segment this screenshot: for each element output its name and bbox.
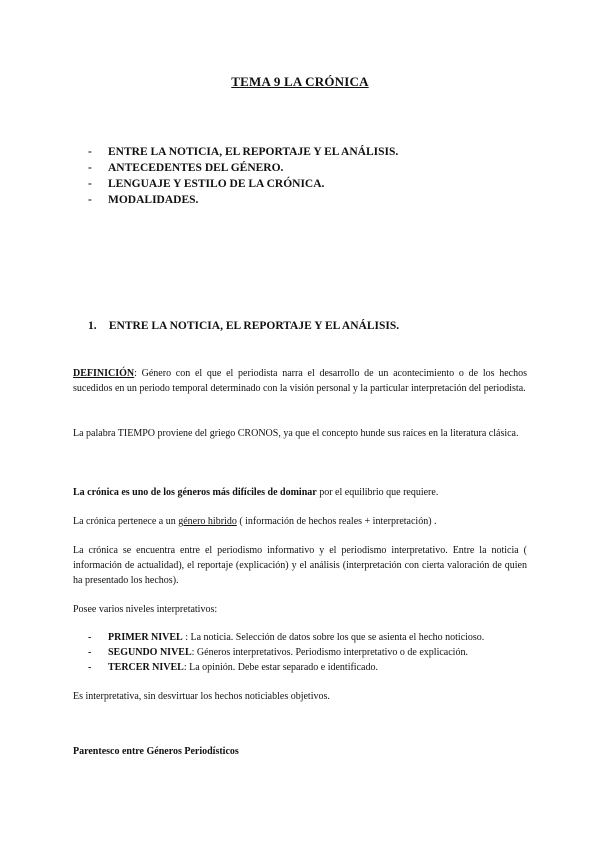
hybrid-underlined: género hibrido [178,516,237,527]
toc-item [88,176,398,192]
between-paragraph: La crónica se encuentra entre el periodismo informativo y el periodismo interpretativo. Entre la noticia ( información de actualidad), el reportaje (explicación) y el análisis (interpretación con cierta valoración de quien ha presentado los hechos). [73,545,527,586]
section-heading [88,320,399,332]
hybrid-paragraph [73,514,527,529]
level-bullet: - [88,662,92,673]
toc-item [88,192,398,208]
toc-item [88,160,398,176]
interpretative-note: Es interpretativa, sin desvirtuar los hechos noticiables objetivos. [73,691,330,702]
hybrid-before: La crónica pertenece a un [73,516,179,527]
levels-intro: Posee varios niveles interpretativos: [73,604,218,615]
level-text: : La opinión. Debe estar separado e identificado. [183,662,378,673]
toc-item [88,144,398,160]
toc-item-label: ENTRE LA NOTICIA, EL REPORTAJE Y EL ANÁLISIS. [108,146,399,158]
definition-paragraph [73,366,527,396]
toc-item-label: LENGUAJE Y ESTILO DE LA CRÓNICA. [108,178,325,190]
toc-bullet: - [88,146,92,158]
definition-text: : Género con el que el periodista narra el desarrollo de un acontecimiento o de los hechos sucedidos en un periodo temporal determinado con la visión personal y la particular interpretación del periodista. [73,368,527,394]
level-bullet: - [88,647,92,658]
section-title: ENTRE LA NOTICIA, EL REPORTAJE Y EL ANÁLISIS. [108,320,400,332]
toc-item-label: MODALIDADES. [108,194,199,206]
difficulty-rest: por el equilibrio que requiere. [316,487,439,498]
section-number: 1. [88,320,97,332]
difficulty-bold: La crónica es uno de los géneros más difíciles de dominar [73,487,317,498]
level-text: : La noticia. Selección de datos sobre los que se asienta el hecho noticioso. [182,632,485,643]
level-name: PRIMER NIVEL [108,632,183,643]
tiempo-paragraph: La palabra TIEMPO proviene del griego CRONOS, ya que el concepto hunde sus raíces en la literatura clásica. [73,428,519,439]
hybrid-after: ( información de hechos reales + interpretación) . [236,516,437,527]
toc-bullet: - [88,194,92,206]
definition-term: DEFINICIÓN [73,368,135,379]
level-name: TERCER NIVEL [108,662,184,673]
toc-item-label: ANTECEDENTES DEL GÉNERO. [108,162,284,174]
difficulty-paragraph [73,485,527,500]
toc-bullet: - [88,178,92,190]
table-of-contents [88,144,398,208]
levels-list [88,630,484,675]
subheading: Parentesco entre Géneros Periodísticos [73,746,239,757]
level-bullet: - [88,632,92,643]
level-item [88,660,484,675]
level-text: : Géneros interpretativos. Periodismo interpretativo o de explicación. [191,647,468,658]
document-title: TEMA 9 LA CRÓNICA [231,74,369,89]
level-item [88,645,484,660]
toc-bullet: - [88,162,92,174]
level-name: SEGUNDO NIVEL [108,647,192,658]
level-item [88,630,484,645]
